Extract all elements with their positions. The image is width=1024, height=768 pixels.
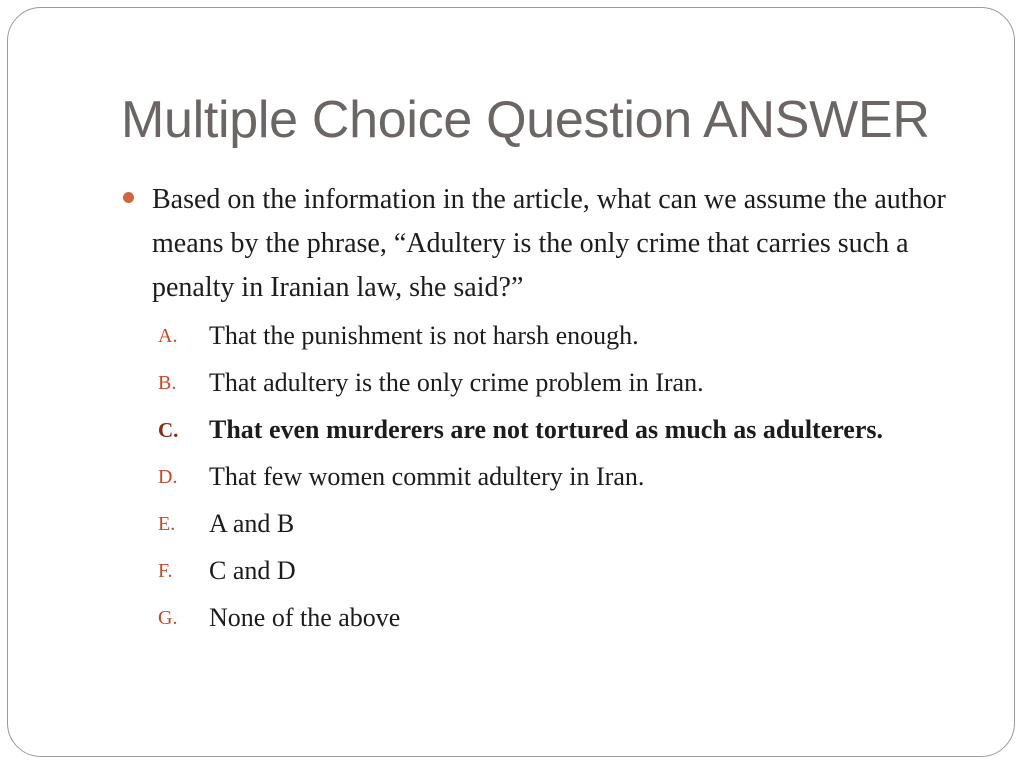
question-bullet bbox=[123, 178, 973, 643]
option-c-correct-answer bbox=[123, 408, 917, 452]
option-text: A and B bbox=[209, 509, 295, 538]
option-marker: D. bbox=[158, 466, 178, 488]
option-marker: A. bbox=[158, 325, 178, 347]
option-text: That the punishment is not harsh enough. bbox=[209, 321, 639, 350]
option-marker: F. bbox=[158, 560, 173, 582]
option-marker: B. bbox=[158, 372, 177, 394]
bullet-dot-icon bbox=[123, 192, 134, 203]
question-text-block bbox=[123, 178, 973, 310]
option-d bbox=[123, 455, 917, 499]
option-text: That few women commit adultery in Iran. bbox=[209, 462, 645, 491]
slide-frame bbox=[7, 7, 1015, 757]
question-text: Based on the information in the article, what can we assume the author means by the phrase, “Adultery is the only crime that carries such a penalty in Iranian law, she said?” bbox=[152, 184, 946, 303]
answer-options-list bbox=[123, 314, 973, 640]
option-a bbox=[123, 314, 917, 358]
option-b bbox=[123, 361, 917, 405]
option-e bbox=[123, 502, 917, 546]
option-text: That adultery is the only crime problem in Iran. bbox=[209, 368, 704, 397]
option-text: C and D bbox=[209, 556, 296, 585]
slide-title: Multiple Choice Question ANSWER bbox=[121, 91, 930, 149]
option-marker: G. bbox=[158, 607, 178, 629]
option-marker: C. bbox=[158, 418, 179, 442]
option-text: None of the above bbox=[209, 603, 401, 632]
option-g bbox=[123, 596, 917, 640]
option-f bbox=[123, 549, 917, 593]
option-marker: E. bbox=[158, 513, 176, 535]
option-text: That even murderers are not tortured as much as adulterers. bbox=[209, 415, 884, 444]
